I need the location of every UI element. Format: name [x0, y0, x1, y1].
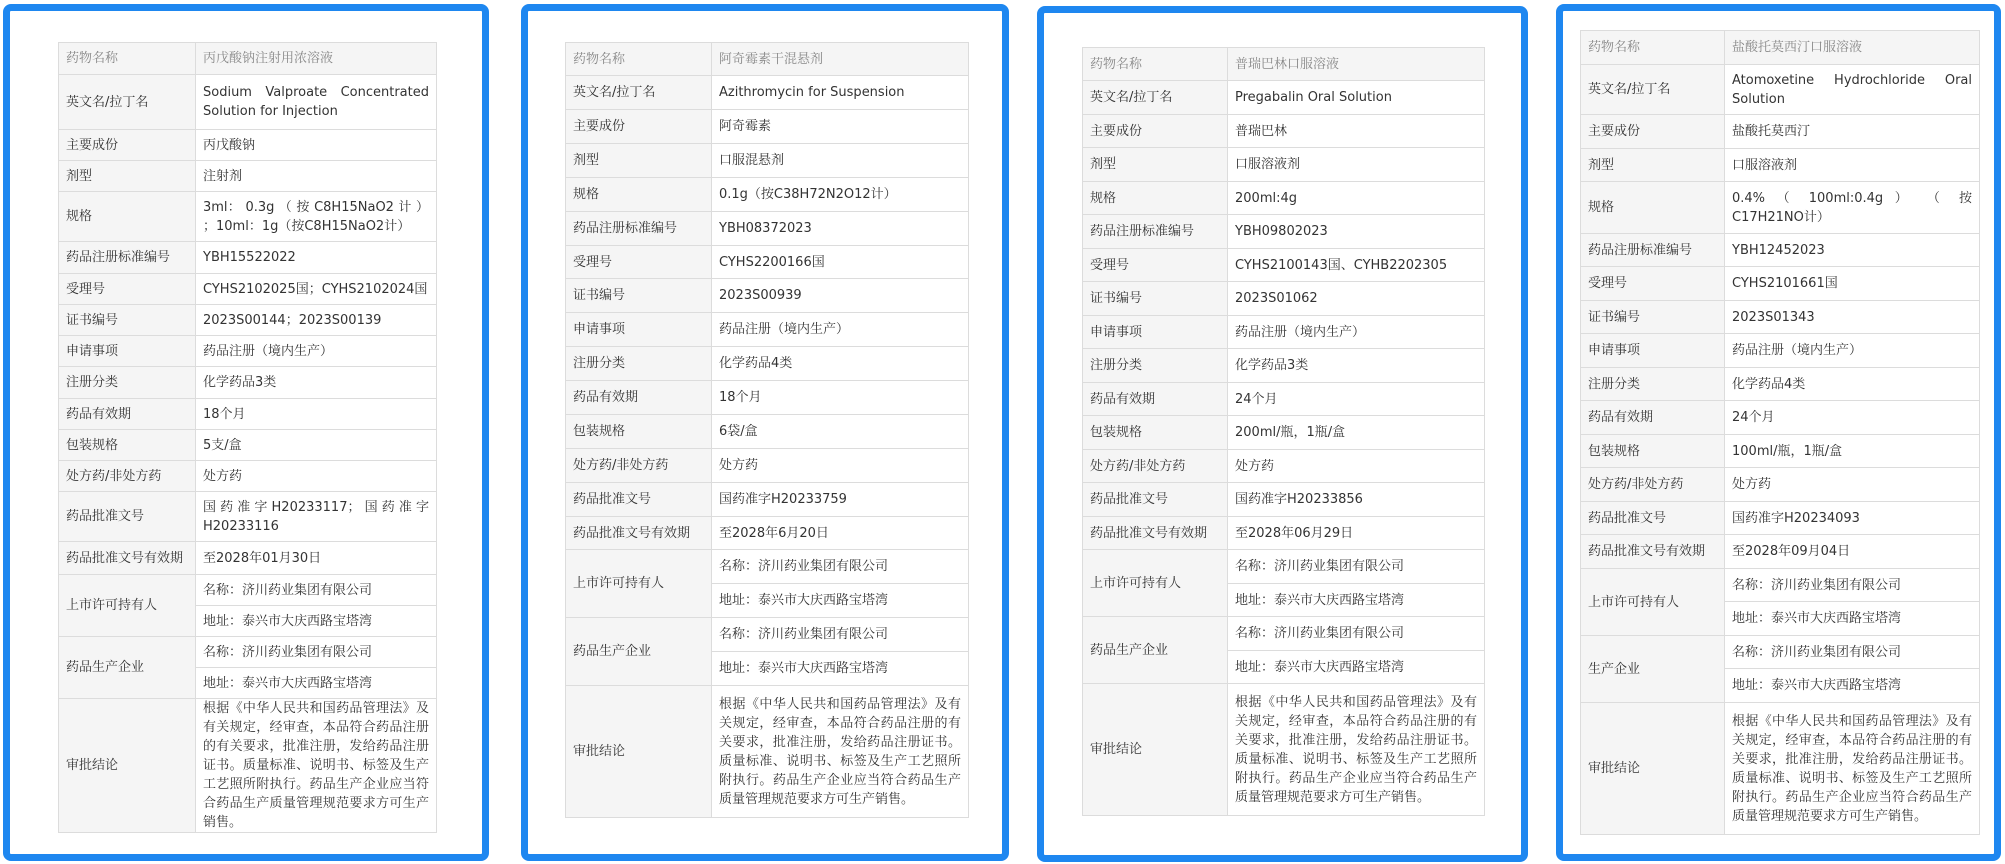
row-label-category: 注册分类	[59, 367, 196, 399]
row-label-std: 药品注册标准编号	[59, 242, 196, 274]
table-row	[566, 381, 969, 415]
drug-std: YBH09802023	[1228, 215, 1485, 249]
row-label-form: 剂型	[1581, 149, 1725, 182]
maker-name: 名称：济川药业集团有限公司	[1228, 617, 1485, 651]
drug-ingredient: 盐酸托莫西汀	[1725, 115, 1980, 149]
row-label-approval: 药品批准文号	[1083, 483, 1228, 517]
drug-table-3	[1082, 47, 1485, 816]
table-row	[1581, 569, 1980, 602]
table-row	[59, 336, 437, 367]
drug-conclusion: 根据《中华人民共和国药品管理法》及有关规定，经审查，本品符合药品注册的有关要求，批准注册，发给药品注册证书。质量标准、说明书、标签及生产工艺照所附执行。药品生产企业应当符合药品生产质量管理规范要求方可生产销售。	[1725, 703, 1980, 835]
table-row	[566, 313, 969, 347]
table-row	[1581, 502, 1980, 535]
table-row	[1083, 215, 1485, 249]
drug-category: 化学药品4类	[712, 347, 969, 381]
row-label-approval: 药品批准文号	[1581, 502, 1725, 535]
row-label-rx: 处方药/非处方药	[566, 449, 712, 483]
drug-approval-validity: 至2028年6月20日	[712, 517, 969, 550]
table-row	[1083, 550, 1485, 584]
table-row	[59, 130, 437, 161]
drug-std: YBH15522022	[196, 242, 437, 274]
drug-en-name: Pregabalin Oral Solution	[1228, 81, 1485, 115]
row-label-maker: 药品生产企业	[59, 637, 196, 699]
drug-cert: 2023S01343	[1725, 301, 1980, 334]
table-row	[1581, 535, 1980, 569]
table-row	[1581, 65, 1980, 115]
row-label-validity: 药品有效期	[1581, 401, 1725, 435]
drug-rx: 处方药	[1725, 468, 1980, 502]
row-label-en: 英文名/拉丁名	[566, 76, 712, 110]
table-row	[1083, 617, 1485, 651]
maker-name: 名称：济川药业集团有限公司	[1725, 636, 1980, 669]
drug-std: YBH08372023	[712, 212, 969, 246]
row-label-approval-validity: 药品批准文号有效期	[566, 517, 712, 550]
drug-approval: 国药准字H20234093	[1725, 502, 1980, 535]
table-row	[566, 449, 969, 483]
table-row	[1083, 316, 1485, 349]
drug-approval-validity: 至2028年06月29日	[1228, 517, 1485, 550]
holder-address: 地址：泰兴市大庆西路宝塔湾	[196, 606, 437, 637]
row-label-std: 药品注册标准编号	[1083, 215, 1228, 249]
table-row	[566, 43, 969, 76]
row-label-ingredient: 主要成份	[59, 130, 196, 161]
row-label-spec: 规格	[566, 178, 712, 212]
row-label-name: 药物名称	[566, 43, 712, 76]
table-row	[1581, 703, 1980, 835]
row-label-accept: 受理号	[1083, 249, 1228, 282]
drug-std: YBH12452023	[1725, 234, 1980, 267]
table-row	[59, 161, 437, 192]
table-row	[566, 415, 969, 449]
row-label-en: 英文名/拉丁名	[59, 75, 196, 130]
drug-form: 口服混悬剂	[712, 144, 969, 178]
drug-accept: CYHS2200166国	[712, 246, 969, 279]
table-row	[566, 144, 969, 178]
drug-form: 口服溶液剂	[1725, 149, 1980, 182]
table-row	[59, 637, 437, 668]
drug-rx: 处方药	[1228, 450, 1485, 483]
drug-validity: 24个月	[1725, 401, 1980, 435]
table-row	[1581, 149, 1980, 182]
table-row	[566, 178, 969, 212]
table-row	[1083, 115, 1485, 148]
table-row	[1581, 115, 1980, 149]
drug-approval: 国药准字H20233759	[712, 483, 969, 517]
row-label-en: 英文名/拉丁名	[1083, 81, 1228, 115]
drug-table-1	[58, 42, 437, 833]
row-label-pack: 包装规格	[59, 430, 196, 461]
row-label-cert: 证书编号	[59, 305, 196, 336]
drug-spec: 3ml： 0.3g （ 按 C8H15NaO2 计 ） ；10ml：1g（按C8H15NaO2计）	[196, 192, 437, 242]
table-row	[59, 575, 437, 606]
row-label-spec: 规格	[1581, 182, 1725, 234]
row-label-maker: 生产企业	[1581, 636, 1725, 703]
drug-category: 化学药品3类	[1228, 349, 1485, 383]
drug-table-2	[565, 42, 969, 818]
row-label-accept: 受理号	[59, 274, 196, 305]
drug-category: 化学药品3类	[196, 367, 437, 399]
row-label-validity: 药品有效期	[566, 381, 712, 415]
row-label-item: 申请事项	[1581, 334, 1725, 368]
table-row	[566, 483, 969, 517]
row-label-holder: 上市许可持有人	[1581, 569, 1725, 636]
row-label-name: 药物名称	[59, 43, 196, 75]
table-row	[1083, 81, 1485, 115]
table-row	[1083, 349, 1485, 383]
table-row	[1581, 636, 1980, 669]
table-row	[1581, 468, 1980, 502]
table-row	[566, 618, 969, 652]
table-row	[1581, 234, 1980, 267]
table-row	[1083, 517, 1485, 550]
table-row	[1581, 401, 1980, 435]
table-row	[1083, 282, 1485, 316]
drug-category: 化学药品4类	[1725, 368, 1980, 401]
row-label-approval: 药品批准文号	[566, 483, 712, 517]
row-label-name: 药物名称	[1083, 48, 1228, 81]
drug-ingredient: 丙戊酸钠	[196, 130, 437, 161]
table-row	[1083, 450, 1485, 483]
row-label-item: 申请事项	[59, 336, 196, 367]
holder-name: 名称：济川药业集团有限公司	[1725, 569, 1980, 602]
row-label-ingredient: 主要成份	[566, 110, 712, 144]
drug-cert: 2023S01062	[1228, 282, 1485, 316]
row-label-holder: 上市许可持有人	[566, 550, 712, 618]
drug-validity: 24个月	[1228, 383, 1485, 416]
row-label-spec: 规格	[59, 192, 196, 242]
row-label-en: 英文名/拉丁名	[1581, 65, 1725, 115]
row-label-spec: 规格	[1083, 182, 1228, 215]
drug-en-name: Atomoxetine Hydrochloride Oral Solution	[1725, 65, 1980, 115]
drug-item: 药品注册（境内生产）	[1228, 316, 1485, 349]
row-label-approval-validity: 药品批准文号有效期	[59, 542, 196, 575]
row-label-approval-validity: 药品批准文号有效期	[1581, 535, 1725, 569]
drug-validity: 18个月	[712, 381, 969, 415]
table-row	[566, 550, 969, 584]
maker-address: 地址：泰兴市大庆西路宝塔湾	[196, 668, 437, 699]
table-row	[1083, 182, 1485, 215]
row-label-ingredient: 主要成份	[1083, 115, 1228, 148]
maker-address: 地址：泰兴市大庆西路宝塔湾	[1725, 669, 1980, 703]
drug-pack: 6袋/盒	[712, 415, 969, 449]
drug-ingredient: 普瑞巴林	[1228, 115, 1485, 148]
table-row	[59, 242, 437, 274]
holder-name: 名称：济川药业集团有限公司	[712, 550, 969, 584]
table-row	[59, 492, 437, 542]
row-label-form: 剂型	[566, 144, 712, 178]
drug-spec: 0.4% （ 100ml:0.4g ） （ 按 C17H21NO计）	[1725, 182, 1980, 234]
drug-en-name: Azithromycin for Suspension	[712, 76, 969, 110]
table-row	[59, 399, 437, 430]
drug-item: 药品注册（境内生产）	[1725, 334, 1980, 368]
table-row	[566, 76, 969, 110]
table-row	[1083, 48, 1485, 81]
row-label-cert: 证书编号	[1581, 301, 1725, 334]
table-row	[566, 347, 969, 381]
row-label-rx: 处方药/非处方药	[1083, 450, 1228, 483]
row-label-maker: 药品生产企业	[1083, 617, 1228, 684]
row-label-validity: 药品有效期	[1083, 383, 1228, 416]
table-row	[1083, 684, 1485, 816]
drug-conclusion: 根据《中华人民共和国药品管理法》及有关规定，经审查，本品符合药品注册的有关要求，批准注册，发给药品注册证书。质量标准、说明书、标签及生产工艺照所附执行。药品生产企业应当符合药品生产质量管理规范要求方可生产销售。	[712, 686, 969, 818]
drug-spec: 0.1g（按C38H72N2O12计）	[712, 178, 969, 212]
table-row	[1581, 182, 1980, 234]
row-label-accept: 受理号	[566, 246, 712, 279]
row-label-holder: 上市许可持有人	[59, 575, 196, 637]
row-label-conclusion: 审批结论	[566, 686, 712, 818]
drug-rx: 处方药	[196, 461, 437, 492]
row-label-conclusion: 审批结论	[59, 699, 196, 833]
row-label-category: 注册分类	[1083, 349, 1228, 383]
table-row	[566, 212, 969, 246]
drug-rx: 处方药	[712, 449, 969, 483]
maker-name: 名称：济川药业集团有限公司	[712, 618, 969, 652]
drug-pack: 100ml/瓶，1瓶/盒	[1725, 435, 1980, 468]
drug-name: 阿奇霉素干混悬剂	[712, 43, 969, 76]
row-label-pack: 包装规格	[1581, 435, 1725, 468]
drug-pack: 200ml/瓶，1瓶/盒	[1228, 416, 1485, 450]
table-row	[59, 430, 437, 461]
drug-cert: 2023S00144；2023S00139	[196, 305, 437, 336]
drug-approval: 国 药 准 字 H20233117； 国 药 准 字 H20233116	[196, 492, 437, 542]
drug-conclusion: 根据《中华人民共和国药品管理法》及有关规定，经审查，本品符合药品注册的有关要求，批准注册，发给药品注册证书。质量标准、说明书、标签及生产工艺照所附执行。药品生产企业应当符合药品生产质量管理规范要求方可生产销售。	[196, 699, 437, 833]
row-label-item: 申请事项	[566, 313, 712, 347]
drug-accept: CYHS2102025国；CYHS2102024国	[196, 274, 437, 305]
row-label-cert: 证书编号	[566, 279, 712, 313]
drug-item: 药品注册（境内生产）	[196, 336, 437, 367]
holder-address: 地址：泰兴市大庆西路宝塔湾	[1228, 584, 1485, 617]
drug-approval: 国药准字H20233856	[1228, 483, 1485, 517]
drug-approval-validity: 至2028年01月30日	[196, 542, 437, 575]
maker-address: 地址：泰兴市大庆西路宝塔湾	[712, 652, 969, 686]
row-label-rx: 处方药/非处方药	[1581, 468, 1725, 502]
table-row	[1581, 435, 1980, 468]
drug-accept: CYHS2101661国	[1725, 267, 1980, 301]
drug-form: 注射剂	[196, 161, 437, 192]
table-row	[1083, 483, 1485, 517]
row-label-category: 注册分类	[1581, 368, 1725, 401]
row-label-cert: 证书编号	[1083, 282, 1228, 316]
drug-name: 普瑞巴林口服溶液	[1228, 48, 1485, 81]
row-label-conclusion: 审批结论	[1581, 703, 1725, 835]
row-label-name: 药物名称	[1581, 31, 1725, 65]
maker-address: 地址：泰兴市大庆西路宝塔湾	[1228, 651, 1485, 684]
drug-form: 口服溶液剂	[1228, 148, 1485, 182]
table-row	[1083, 148, 1485, 182]
table-row	[566, 279, 969, 313]
drug-name: 丙戊酸钠注射用浓溶液	[196, 43, 437, 75]
drug-en-name: Sodium Valproate Concentrated Solution for Injection	[196, 75, 437, 130]
table-row	[1083, 383, 1485, 416]
row-label-approval: 药品批准文号	[59, 492, 196, 542]
maker-name: 名称：济川药业集团有限公司	[196, 637, 437, 668]
table-row	[566, 517, 969, 550]
row-label-category: 注册分类	[566, 347, 712, 381]
row-label-approval-validity: 药品批准文号有效期	[1083, 517, 1228, 550]
drug-cert: 2023S00939	[712, 279, 969, 313]
table-row	[1083, 416, 1485, 450]
table-row	[59, 75, 437, 130]
holder-address: 地址：泰兴市大庆西路宝塔湾	[712, 584, 969, 618]
table-row	[59, 542, 437, 575]
row-label-rx: 处方药/非处方药	[59, 461, 196, 492]
drug-approval-validity: 至2028年09月04日	[1725, 535, 1980, 569]
row-label-std: 药品注册标准编号	[566, 212, 712, 246]
table-row	[59, 274, 437, 305]
drug-name: 盐酸托莫西汀口服溶液	[1725, 31, 1980, 65]
drug-pack: 5支/盒	[196, 430, 437, 461]
holder-address: 地址：泰兴市大庆西路宝塔湾	[1725, 602, 1980, 636]
row-label-accept: 受理号	[1581, 267, 1725, 301]
drug-ingredient: 阿奇霉素	[712, 110, 969, 144]
table-row	[59, 461, 437, 492]
drug-accept: CYHS2100143国、CYHB2202305	[1228, 249, 1485, 282]
row-label-pack: 包装规格	[566, 415, 712, 449]
drug-item: 药品注册（境内生产）	[712, 313, 969, 347]
row-label-ingredient: 主要成份	[1581, 115, 1725, 149]
table-row	[1581, 301, 1980, 334]
table-row	[59, 192, 437, 242]
table-row	[566, 686, 969, 818]
table-row	[566, 246, 969, 279]
table-row	[59, 367, 437, 399]
row-label-std: 药品注册标准编号	[1581, 234, 1725, 267]
table-row	[59, 305, 437, 336]
holder-name: 名称：济川药业集团有限公司	[1228, 550, 1485, 584]
drug-validity: 18个月	[196, 399, 437, 430]
table-row	[566, 110, 969, 144]
row-label-item: 申请事项	[1083, 316, 1228, 349]
row-label-maker: 药品生产企业	[566, 618, 712, 686]
table-row	[59, 43, 437, 75]
drug-spec: 200ml:4g	[1228, 182, 1485, 215]
holder-name: 名称：济川药业集团有限公司	[196, 575, 437, 606]
row-label-form: 剂型	[1083, 148, 1228, 182]
drug-conclusion: 根据《中华人民共和国药品管理法》及有关规定，经审查，本品符合药品注册的有关要求，批准注册，发给药品注册证书。质量标准、说明书、标签及生产工艺照所附执行。药品生产企业应当符合药品生产质量管理规范要求方可生产销售。	[1228, 684, 1485, 816]
table-row	[1083, 249, 1485, 282]
drug-table-4	[1580, 30, 1980, 835]
row-label-holder: 上市许可持有人	[1083, 550, 1228, 617]
table-row	[1581, 31, 1980, 65]
row-label-pack: 包装规格	[1083, 416, 1228, 450]
row-label-form: 剂型	[59, 161, 196, 192]
table-row	[1581, 334, 1980, 368]
table-row	[1581, 267, 1980, 301]
row-label-conclusion: 审批结论	[1083, 684, 1228, 816]
row-label-validity: 药品有效期	[59, 399, 196, 430]
table-row	[59, 699, 437, 833]
table-row	[1581, 368, 1980, 401]
